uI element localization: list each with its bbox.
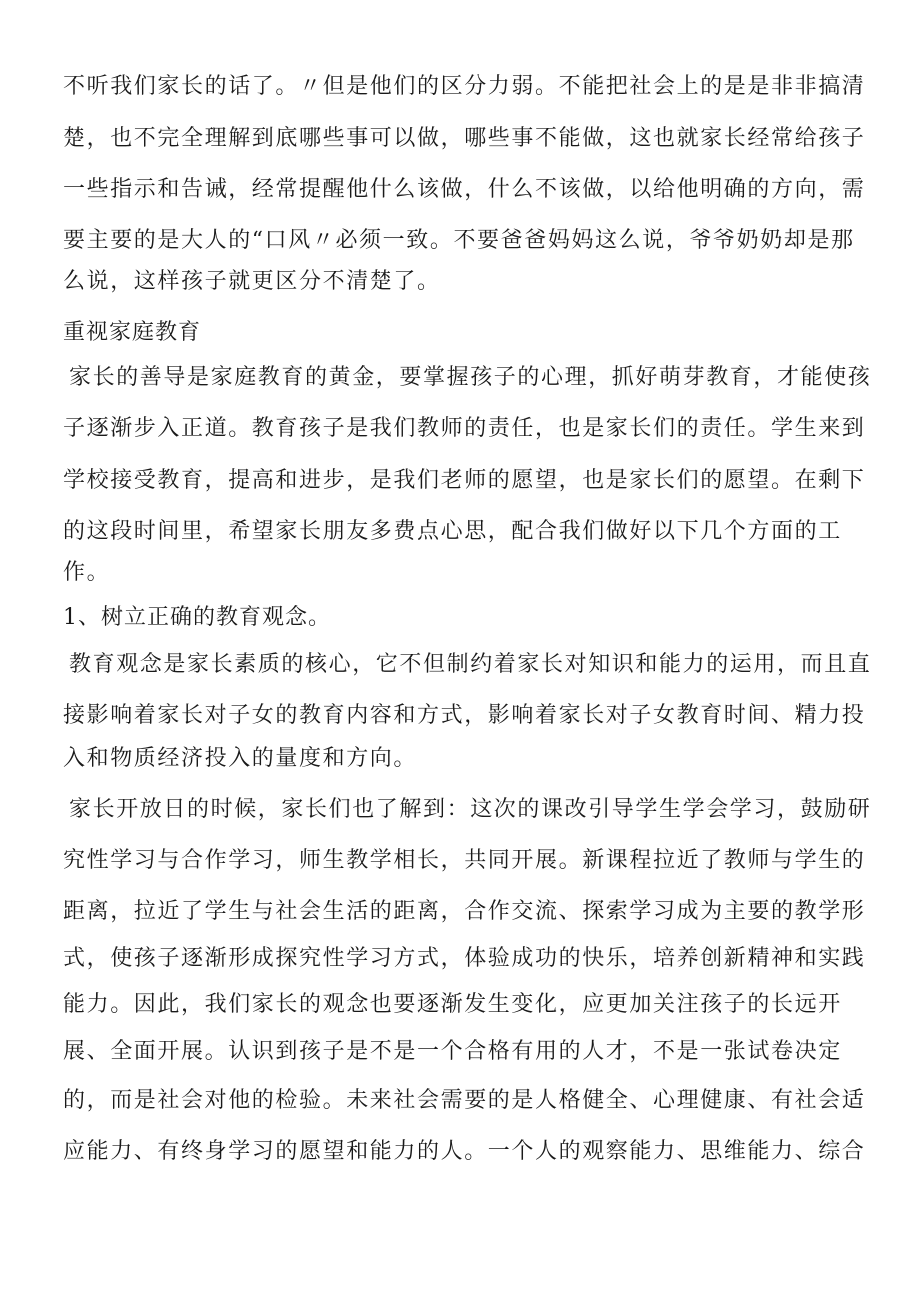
text-line: 一些指示和告诫，经常提醒他什么该做，什么不该做，以给他明确的方向，需	[63, 177, 866, 202]
text-line: 应能力、有终身学习的愿望和能力的人。一个人的观察能力、思维能力、综合	[63, 1139, 866, 1164]
text-line: 距离，拉近了学生与社会生活的距离，合作交流、探索学习成为主要的教学形	[63, 899, 866, 924]
text-line: 的这段时间里，希望家长朋友多费点心思，配合我们做好以下几个方面的工	[63, 519, 842, 544]
text-line: 式，使孩子逐渐形成探究性学习方式，体验成功的快乐，培养创新精神和实践	[63, 946, 866, 971]
text-line: 家长的善导是家庭教育的黄金，要掌握孩子的心理，抓好萌芽教育，才能使孩	[69, 365, 872, 390]
text-line: 教育观念是家长素质的核心，它不但制约着家长对知识和能力的运用，而且直	[69, 652, 872, 677]
text-line: 的，而是社会对他的检验。未来社会需要的是人格健全、心理健康、有社会适	[63, 1088, 866, 1113]
text-line: 能力。因此，我们家长的观念也要逐渐发生变化，应更加关注孩子的长远开	[63, 992, 842, 1017]
text-line: 入和物质经济投入的量度和方向。	[63, 746, 418, 771]
text-line: 学校接受教育，提高和进步，是我们老师的愿望，也是家长们的愿望。在剩下	[63, 468, 866, 493]
text-line: 接影响着家长对子女的教育内容和方式，影响着家长对子女教育时间、精力投	[63, 703, 866, 728]
text-line: 不听我们家长的话了。〃但是他们的区分力弱。不能把社会上的是是非非搞清	[63, 74, 866, 99]
text-line: 家长开放日的时候，家长们也了解到：这次的课改引导学生学会学习，鼓励研	[69, 797, 872, 822]
section-heading: 重视家庭教育	[63, 320, 202, 345]
text-line: 要主要的是大人的“口风〃必须一致。不要爸爸妈妈这么说，爷爷奶奶却是那	[63, 228, 855, 253]
text-line: 展、全面开展。认识到孩子是不是一个合格有用的人才，不是一张试卷决定	[63, 1039, 842, 1064]
text-line: 子逐渐步入正道。教育孩子是我们教师的责任，也是家长们的责任。学生来到	[63, 416, 866, 441]
text-line: 作。	[63, 560, 111, 585]
text-line: 究性学习与合作学习，师生教学相长，共同开展。新课程拉近了教师与学生的	[63, 848, 866, 873]
text-line: 楚，也不完全理解到底哪些事可以做，哪些事不能做，这也就家长经常给孩子	[63, 126, 866, 151]
numbered-heading: 1、树立正确的教育观念。	[63, 605, 331, 630]
text-line: 么说，这样孩子就更区分不清楚了。	[63, 269, 441, 294]
